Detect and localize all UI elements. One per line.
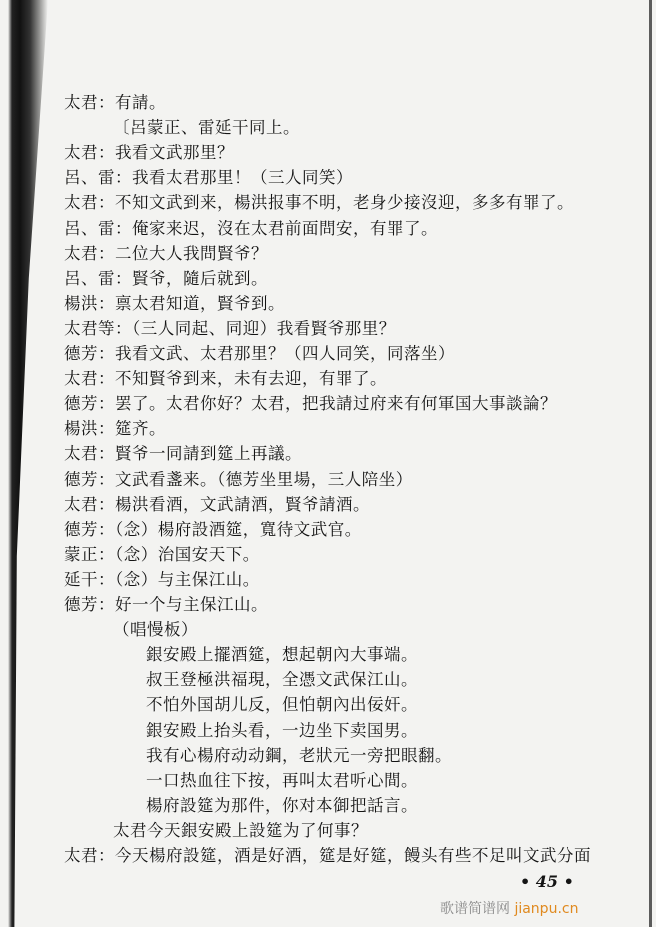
verse-line: 叔王登極洪福現，全憑文武保江山。	[146, 670, 418, 690]
page-edge	[649, 0, 652, 927]
dialogue-line: 德芳：文武看盞来。（德芳坐里場，三人陪坐）	[64, 469, 413, 489]
page-number: • 45 •	[520, 872, 574, 891]
dialogue-line: 太君：二位大人我問賢爷？	[64, 243, 268, 263]
dialogue-line: 太君：有請。	[64, 93, 166, 112]
dialogue-line: 呂、雷：俺家来迟，沒在太君前面問安，有罪了。	[64, 218, 438, 238]
dialogue-line: 太君：不知賢爷到来，未有去迎，有罪了。	[64, 369, 387, 389]
watermark-en: jianpu.cn	[514, 901, 579, 917]
stage-direction: （唱慢板）	[113, 620, 198, 640]
dialogue-line: 呂、雷：賢爷，隨后就到。	[64, 268, 268, 288]
dialogue-line: 德芳：罢了。太君你好？太君，把我請过府来有何軍国大事談論？	[64, 394, 557, 414]
dialogue-line: 楊洪：筵齐。	[64, 419, 166, 439]
dialogue-line: 楊洪：禀太君知道，賢爷到。	[64, 293, 285, 313]
dialogue-line: 太君等：（三人同起、同迎）我看賢爷那里？	[64, 318, 396, 338]
verse-line: 銀安殿上擺酒筵，想起朝內大事端。	[146, 645, 418, 665]
dialogue-line: 德芳：好一个与主保江山。	[64, 595, 268, 614]
verse-line: 楊府設筵为那件，你对本御把話言。	[146, 795, 418, 815]
stage-direction: 〔呂蒙正、雷延干同上。	[113, 118, 300, 138]
dialogue-line: 太君：不知文武到来，楊洪报事不明，老身少接沒迎，多多有罪了。	[64, 193, 574, 213]
dialogue-line: 蒙正：（念）治国安天下。	[64, 544, 260, 564]
verse-line: 不怕外国胡儿反，但怕朝內出佞奸。	[146, 695, 418, 715]
dialogue-line: 太君：我看文武那里？	[64, 143, 234, 163]
watermark-cn: 歌谱简谱网	[440, 901, 510, 917]
verse-line: 一口热血往下按，再叫太君听心間。	[146, 770, 418, 790]
dialogue-line: 太君：楊洪看酒，文武請酒，賢爷請酒。	[64, 494, 370, 514]
book-binding-shadow	[0, 0, 48, 927]
watermark	[440, 900, 578, 918]
stage-direction: 太君今天銀安殿上設筵为了何事？	[113, 820, 368, 840]
dialogue-line: 德芳：（念）楊府設酒筵，寬待文武官。	[64, 519, 362, 539]
dialogue-line: 延干：（念）与主保江山。	[64, 569, 260, 589]
verse-line: 銀安殿上抬头看，一边坐下卖国男。	[146, 720, 418, 740]
dialogue-line: 德芳：我看文武、太君那里？（四人同笑，同落坐）	[64, 344, 455, 363]
dialogue-line: 太君：今天楊府設筵，酒是好酒，筵是好筵，饅头有些不足叫文武分面	[64, 846, 591, 865]
verse-line: 我有心楊府动动鋼，老狀元一旁把眼翻。	[146, 745, 452, 765]
dialogue-line: 太君：賢爷一同請到筵上再議。	[64, 444, 302, 464]
dialogue-line: 呂、雷：我看太君那里！（三人同笑）	[64, 168, 353, 188]
